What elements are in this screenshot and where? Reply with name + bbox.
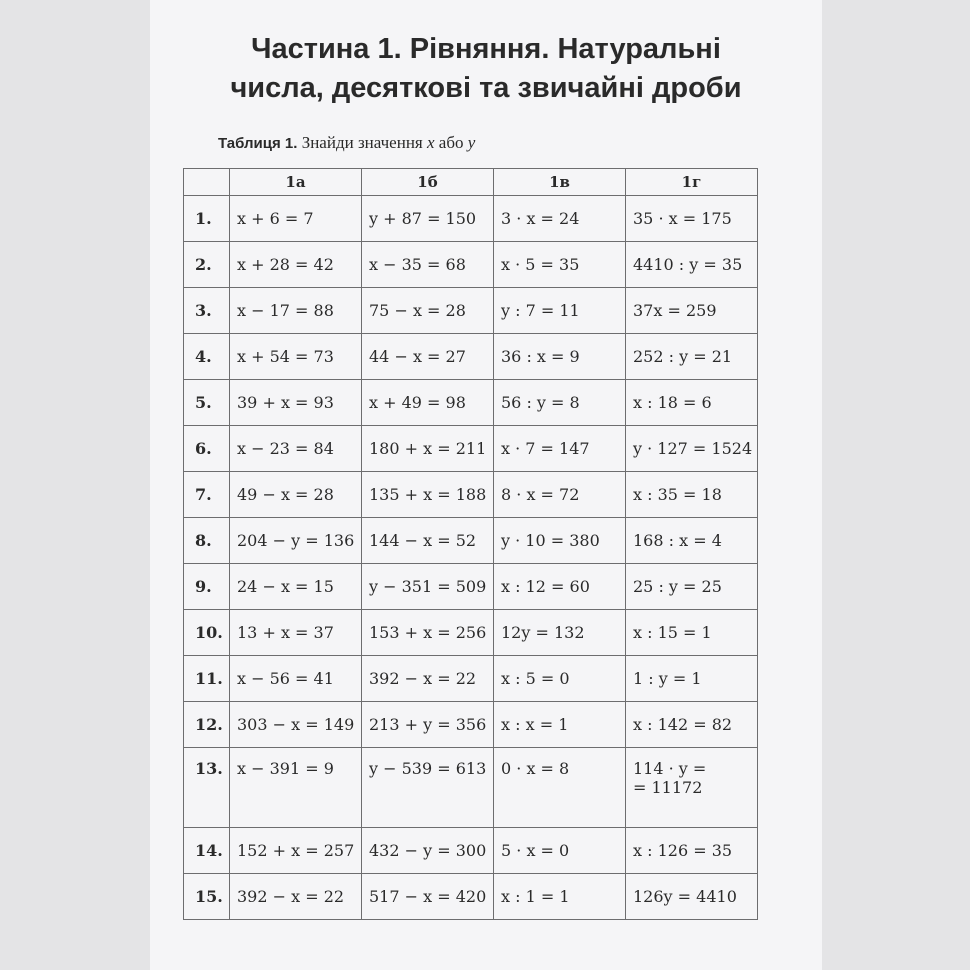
- equation-cell: 144 − x = 52: [362, 518, 494, 564]
- table-row: [184, 518, 758, 564]
- equation-cell: x · 7 = 147: [494, 426, 626, 472]
- equation-cell: 392 − x = 22: [230, 874, 362, 920]
- title-line-1: Частина 1. Рівняння. Натуральні: [251, 33, 721, 65]
- equation-cell: y − 351 = 509: [362, 564, 494, 610]
- table-row: [184, 426, 758, 472]
- equation-cell: 204 − y = 136: [230, 518, 362, 564]
- equation-cell: x + 28 = 42: [230, 242, 362, 288]
- equation-cell: 303 − x = 149: [230, 702, 362, 748]
- row-number: 6.: [184, 426, 230, 472]
- chapter-title: [150, 30, 822, 108]
- table-row: [184, 472, 758, 518]
- equation-cell: 1 : y = 1: [626, 656, 758, 702]
- row-number: 1.: [184, 196, 230, 242]
- equation-cell: 152 + x = 257: [230, 828, 362, 874]
- table-row: [184, 874, 758, 920]
- equation-cell: x − 391 = 9: [230, 748, 362, 828]
- equation-cell: x − 35 = 68: [362, 242, 494, 288]
- equation-cell: 153 + x = 256: [362, 610, 494, 656]
- table-row: [184, 242, 758, 288]
- equation-cell: 114 · y = = 11172: [626, 748, 758, 828]
- table-row: [184, 288, 758, 334]
- equation-cell: x − 56 = 41: [230, 656, 362, 702]
- column-header: 1г: [626, 169, 758, 196]
- row-number: 8.: [184, 518, 230, 564]
- equation-cell: 13 + x = 37: [230, 610, 362, 656]
- equation-cell: x : 5 = 0: [494, 656, 626, 702]
- equation-cell: y · 10 = 380: [494, 518, 626, 564]
- row-number: 4.: [184, 334, 230, 380]
- column-header: 1в: [494, 169, 626, 196]
- equation-cell: x : 12 = 60: [494, 564, 626, 610]
- equation-cell: 36 : x = 9: [494, 334, 626, 380]
- equation-cell: x : 35 = 18: [626, 472, 758, 518]
- table-row: [184, 656, 758, 702]
- equation-cell: x : 15 = 1: [626, 610, 758, 656]
- equation-cell: x + 54 = 73: [230, 334, 362, 380]
- equation-cell: 5 · x = 0: [494, 828, 626, 874]
- caption-var-x: x: [426, 133, 435, 152]
- equation-cell: 56 : y = 8: [494, 380, 626, 426]
- equation-cell: 24 − x = 15: [230, 564, 362, 610]
- equation-cell: 12y = 132: [494, 610, 626, 656]
- equation-cell: 39 + x = 93: [230, 380, 362, 426]
- equation-cell: 37x = 259: [626, 288, 758, 334]
- equation-cell: 75 − x = 28: [362, 288, 494, 334]
- table-row: [184, 380, 758, 426]
- table-row: [184, 610, 758, 656]
- column-header: 1б: [362, 169, 494, 196]
- table-row: [184, 828, 758, 874]
- equation-cell: y · 127 = 1524: [626, 426, 758, 472]
- row-number: 3.: [184, 288, 230, 334]
- row-number: 11.: [184, 656, 230, 702]
- row-number: 9.: [184, 564, 230, 610]
- equation-cell: 49 − x = 28: [230, 472, 362, 518]
- equation-cell: 392 − x = 22: [362, 656, 494, 702]
- equation-cell: x · 5 = 35: [494, 242, 626, 288]
- equation-cell: x : 126 = 35: [626, 828, 758, 874]
- caption-text: Знайди значення: [301, 133, 423, 152]
- title-line-2: числа, десяткові та звичайні дроби: [230, 72, 742, 104]
- equation-cell: 35 · x = 175: [626, 196, 758, 242]
- equation-cell: x : 1 = 1: [494, 874, 626, 920]
- equation-cell: 4410 : y = 35: [626, 242, 758, 288]
- table-row: [184, 334, 758, 380]
- equation-cell: x : x = 1: [494, 702, 626, 748]
- column-header: 1а: [230, 169, 362, 196]
- equations-table: [183, 168, 758, 920]
- row-number: 12.: [184, 702, 230, 748]
- row-number: 14.: [184, 828, 230, 874]
- row-number: 5.: [184, 380, 230, 426]
- equation-cell: 135 + x = 188: [362, 472, 494, 518]
- row-number: 2.: [184, 242, 230, 288]
- equation-cell: 252 : y = 21: [626, 334, 758, 380]
- equation-cell: x : 18 = 6: [626, 380, 758, 426]
- equation-cell: 432 − y = 300: [362, 828, 494, 874]
- row-number: 15.: [184, 874, 230, 920]
- equation-cell: 3 · x = 24: [494, 196, 626, 242]
- equation-cell: x − 17 = 88: [230, 288, 362, 334]
- equation-cell: x + 49 = 98: [362, 380, 494, 426]
- caption-var-y: y: [467, 133, 476, 152]
- row-number: 7.: [184, 472, 230, 518]
- table-header-row: [184, 169, 758, 196]
- caption-or: або: [438, 133, 464, 152]
- column-header: [184, 169, 230, 196]
- table-row: [184, 702, 758, 748]
- equation-cell: 0 · x = 8: [494, 748, 626, 828]
- equation-cell: y : 7 = 11: [494, 288, 626, 334]
- equation-cell: y + 87 = 150: [362, 196, 494, 242]
- table-row: [184, 196, 758, 242]
- equation-cell: 126y = 4410: [626, 874, 758, 920]
- equation-cell: 168 : x = 4: [626, 518, 758, 564]
- caption-lead: Таблиця 1.: [218, 135, 298, 152]
- row-number: 10.: [184, 610, 230, 656]
- table-row: [184, 564, 758, 610]
- equation-cell: y − 539 = 613: [362, 748, 494, 828]
- equation-cell: x : 142 = 82: [626, 702, 758, 748]
- row-number: 13.: [184, 748, 230, 828]
- equation-cell: x + 6 = 7: [230, 196, 362, 242]
- equation-cell: 44 − x = 27: [362, 334, 494, 380]
- equation-cell: 213 + y = 356: [362, 702, 494, 748]
- table-caption: [218, 133, 475, 153]
- equation-cell: 8 · x = 72: [494, 472, 626, 518]
- equation-cell: 517 − x = 420: [362, 874, 494, 920]
- equation-cell: 180 + x = 211: [362, 426, 494, 472]
- equation-cell: x − 23 = 84: [230, 426, 362, 472]
- table-row: [184, 748, 758, 828]
- equation-cell: 25 : y = 25: [626, 564, 758, 610]
